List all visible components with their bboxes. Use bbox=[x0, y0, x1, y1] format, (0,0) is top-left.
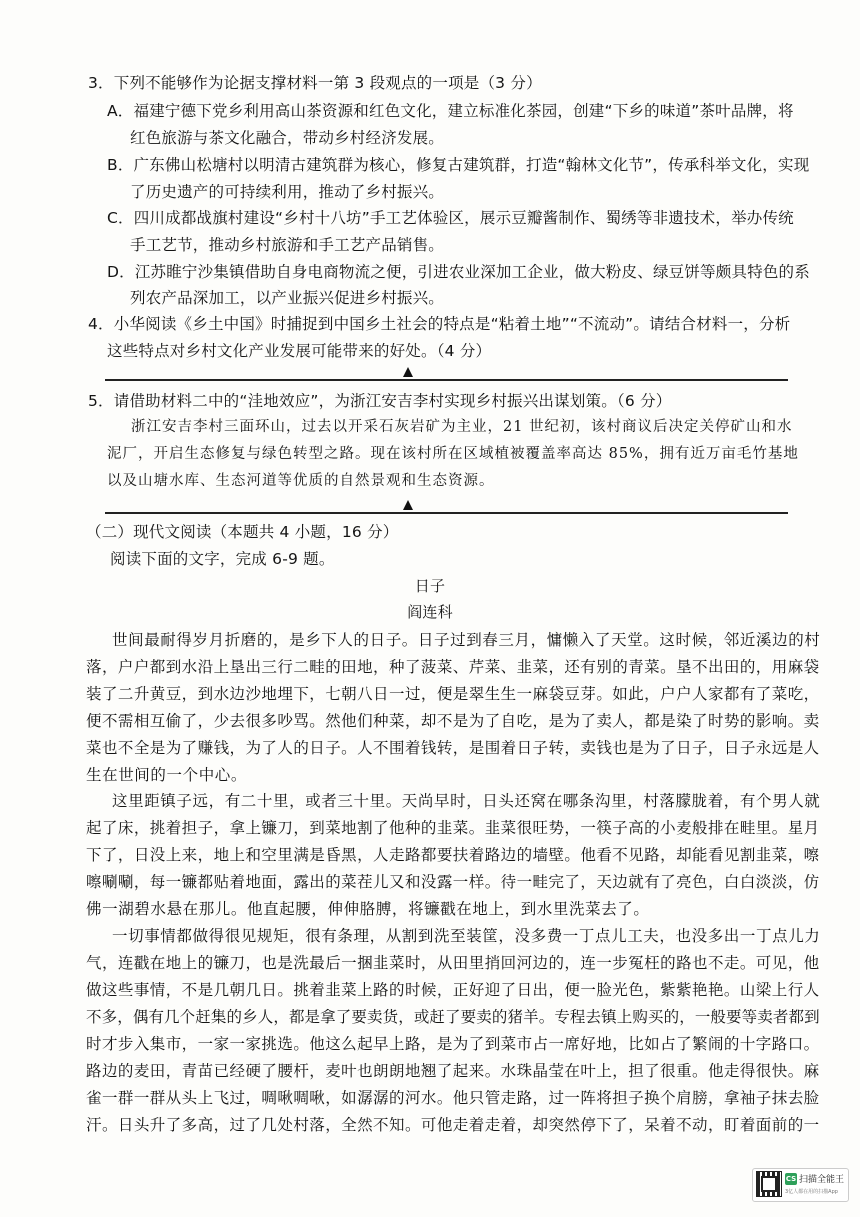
article-paragraph1-line5: 菜也不全是为了赚钱，为了人的日子。人不围着钱转，是围着日子转，卖钱也是为了日子，日子永远是人 bbox=[86, 739, 820, 757]
scanner-app-name: 扫描全能王 bbox=[799, 1175, 845, 1185]
q3-option-c-line2: 手工艺节，推动乡村旅游和手工艺产品销售。 bbox=[130, 236, 445, 254]
article-title: 日子 bbox=[414, 577, 446, 595]
scanner-watermark-badge bbox=[752, 1168, 849, 1202]
article-paragraph1-line1: 世间最耐得岁月折磨的，是乡下人的日子。日子过到春三月，慵懒入了天堂。这时候，邻近溪边的村 bbox=[112, 631, 821, 649]
q4-stem-line2: 这些特点对乡村文化产业发展可能带来的好处。（4 分） bbox=[107, 342, 492, 360]
scanner-app-tagline: 3亿人都在用的扫描App bbox=[785, 1189, 838, 1195]
article-paragraph2-line5: 佛一湖碧水悬在那儿。他直起腰，伸伸胳膊，将镰戳在地上，到水里洗菜去了。 bbox=[86, 900, 650, 918]
scanner-logo-icon: CS bbox=[785, 1175, 797, 1183]
q4-answer-line bbox=[105, 379, 788, 381]
q5-stem: 5．请借助材料二中的“洼地效应”，为浙江安吉李村实现乡村振兴出谋划策。（6 分） bbox=[88, 392, 672, 410]
q3-option-a-line1: A．福建宁德下党乡利用高山茶资源和红色文化，建立标准化茶园，创建“下乡的味道”茶叶品牌，将 bbox=[107, 102, 794, 120]
qr-code-icon bbox=[757, 1172, 781, 1196]
article-paragraph3-line3: 做这些事情，不是几朝几日。挑着韭菜上路的时候，正好迎了日出，便一脸光色，紫紫艳艳。山梁上行人 bbox=[86, 981, 820, 999]
article-paragraph3-line4: 不多，偶有几个赶集的乡人，都是拿了要卖货，或赶了要卖的猪羊。专程去镇上购买的，一般要等卖者都到 bbox=[86, 1008, 820, 1026]
q3-option-a-line2: 红色旅游与茶文化融合，带动乡村经济发展。 bbox=[130, 129, 445, 147]
q5-material-line1: 浙江安吉李村三面环山，过去以开采石灰岩矿为主业，21 世纪初，该村商议后决定关停矿山和水 bbox=[131, 419, 793, 435]
article-paragraph3-line5: 时才步入集市，一家一家挑选。他这么起早上路，是为了到菜市占一席好地，比如占了繁闹的十字路口。 bbox=[86, 1035, 820, 1053]
section-instruction: 阅读下面的文字，完成 6-9 题。 bbox=[110, 550, 335, 568]
q5-material-line3: 以及山塘水库、生态河道等优质的自然景观和生态资源。 bbox=[107, 473, 495, 489]
article-paragraph1-line3: 装了二升黄豆，到水边沙地埋下，七朝八日一过，便是翠生生一麻袋豆芽。如此，户户人家都有了菜吃， bbox=[86, 685, 820, 703]
q3-option-b-line2: 了历史遗产的可持续利用，推动了乡村振兴。 bbox=[130, 183, 445, 201]
article-paragraph3-line1: 一切事情都做得很见规矩，很有条理，从割到洗至装筐，没多费一丁点儿工夫，也没多出一丁点儿力 bbox=[112, 927, 821, 945]
article-paragraph2-line2: 起了床，挑着担子，拿上镰刀，到菜地割了他种的韭菜。韭菜很旺势，一筷子高的小麦般排在畦里。星月 bbox=[86, 819, 820, 837]
article-paragraph2-line1: 这里距镇子远，有二十里，或者三十里。天尚早时，日头还窝在哪条沟里，村落朦胧着，有个男人就 bbox=[112, 792, 821, 810]
section-heading: （二）现代文阅读（本题共 4 小题，16 分） bbox=[86, 523, 399, 541]
article-paragraph2-line3: 下了，日没上来，地上和空里满是昏黑，人走路都要扶着路边的墙壁。他看不见路，却能看见割韭菜，嚓 bbox=[86, 846, 820, 864]
article-paragraph1-line4: 便不需相互偷了，少去很多吵骂。然他们种菜，却不是为了自吃，是为了卖人，都是染了时势的影响。卖 bbox=[86, 712, 820, 730]
q5-answer-mark bbox=[403, 500, 413, 510]
q3-stem: 3．下列不能够作为论据支撑材料一第 3 段观点的一项是（3 分） bbox=[88, 74, 542, 92]
article-paragraph3-line6: 路边的麦田，青苗已经硬了腰杆，麦叶也朗朗地翘了起来。水珠晶莹在叶上，担了很重。他走得很快。麻 bbox=[86, 1062, 820, 1080]
article-paragraph3-line8: 汗。日头升了多高，过了几处村落，全然不知。可他走着走着，却突然停下了，呆着不动，盯着面前的一 bbox=[86, 1116, 820, 1134]
q4-answer-mark bbox=[403, 367, 413, 377]
article-author: 阎连科 bbox=[407, 603, 453, 621]
q3-option-c-line1: C．四川成都战旗村建设“乡村十八坊”手工艺体验区，展示豆瓣酱制作、蜀绣等非遗技术，举办传统 bbox=[107, 209, 794, 227]
q4-stem-line1: 4．小华阅读《乡土中国》时捕捉到中国乡土社会的特点是“粘着土地”“不流动”。请结合材料一，分析 bbox=[88, 315, 791, 333]
q3-option-b-line1: B．广东佛山松塘村以明清古建筑群为核心，修复古建筑群，打造“翰林文化节”，传承科举文化，实现 bbox=[107, 156, 810, 174]
q3-option-d-line1: D．江苏睢宁沙集镇借助自身电商物流之便，引进农业深加工企业，做大粉皮、绿豆饼等颇具特色的系 bbox=[107, 263, 810, 281]
q3-option-d-line2: 列农产品深加工，以产业振兴促进乡村振兴。 bbox=[130, 289, 445, 307]
q5-material-line2: 泥厂，开启生态修复与绿色转型之路。现在该村所在区域植被覆盖率高达 85%，拥有近万亩毛竹基地 bbox=[107, 446, 799, 462]
article-paragraph3-line2: 气，连戳在地上的镰刀，也是洗最后一捆韭菜时，从田里捎回河边的，连一步冤枉的路也不走。可见，他 bbox=[86, 954, 820, 972]
article-paragraph1-line6: 生在世间的一个中心。 bbox=[86, 766, 248, 784]
article-paragraph3-line7: 雀一群一群从头上飞过，啁啾啁啾，如潺潺的河水。他只管走路，过一阵将担子换个肩膀，拿袖子抹去脸 bbox=[86, 1089, 820, 1107]
article-paragraph1-line2: 落，户户都到水沿上垦出三行二畦的田地，种了菠菜、芹菜、韭菜，还有别的青菜。垦不出田的，用麻袋 bbox=[86, 658, 820, 676]
article-paragraph2-line4: 嚓唰唰，每一镰都贴着地面，露出的菜茬儿又和没露一样。待一畦完了，天边就有了亮色，白白淡淡，仿 bbox=[86, 873, 820, 891]
q5-answer-line bbox=[105, 512, 788, 514]
